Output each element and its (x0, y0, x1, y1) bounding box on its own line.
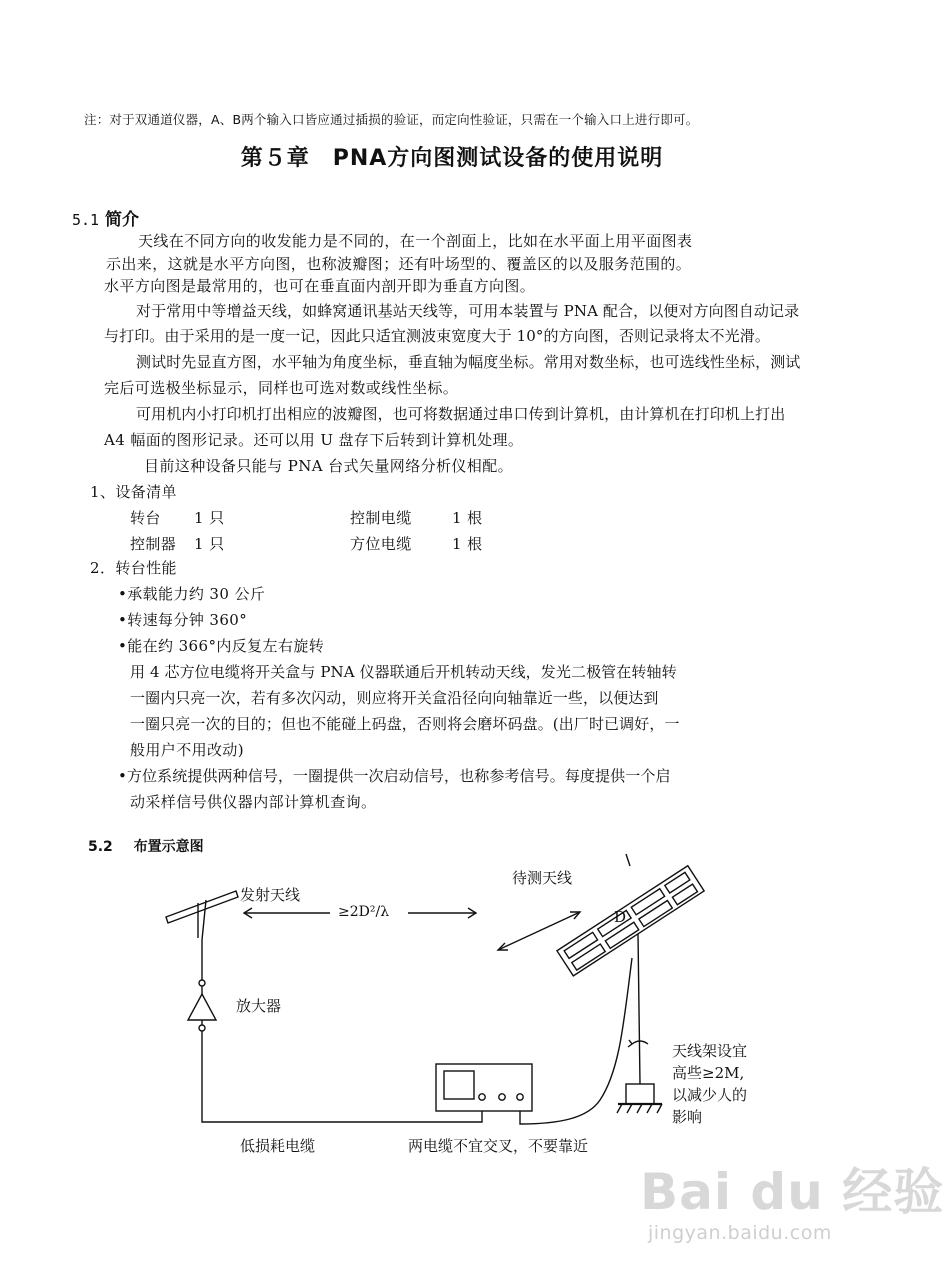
baidu-watermark-url: jingyan.baidu.com (648, 1222, 832, 1244)
intro-line-1: 天线在不同方向的收发能力是不同的，在一个剖面上，比如在水平面上用平面图表 (138, 232, 693, 250)
mount-note-line-3: 以减少人的 (672, 1086, 748, 1104)
amplifier-label: 放大器 (236, 997, 282, 1015)
equipment-item-1-name: 转台 (130, 509, 161, 527)
equipment-heading: 1、设备清单 (90, 483, 177, 501)
intro-line-8: 可用机内小打印机打出相应的波瓣图，也可将数据通过串口传到计算机，由计算机在打印机上打出 (136, 405, 786, 423)
intro-line-5: 与打印。由于采用的是一度一记，因此只适宜测波束宽度大于 10°的方向图，否则记录将太不光滑。 (104, 327, 770, 345)
section-title: 布置示意图 (133, 839, 204, 855)
performance-heading: 2．转台性能 (90, 559, 177, 577)
intro-line-4: 对于常用中等增益天线，如蜂窝通讯基站天线等，可用本装置与 PNA 配合，以便对方向图自动记录 (136, 302, 800, 320)
performance-line-5: 一圈内只亮一次，若有多次闪动，则应将开关盒沿径向向轴靠近一些，以便达到 (130, 689, 659, 707)
section-title: 简介 (105, 210, 140, 230)
chapter-title: 第５章 PNA方向图测试设备的使用说明 (240, 146, 664, 171)
performance-line-9: 动采样信号供仪器内部计算机查询。 (130, 793, 377, 811)
mount-note-line-2: 高些≥2M, (672, 1064, 745, 1082)
section-number: 5.1 (72, 211, 100, 229)
equipment-item-2-qty: 1 根 (452, 509, 483, 527)
cable-warning-label: 两电缆不宜交叉，不要靠近 (408, 1137, 589, 1155)
performance-line-8: •方位系统提供两种信号，一圈提供一次启动信号，也称参考信号。每度提供一个启 (118, 767, 671, 785)
transmit-antenna-icon (166, 891, 238, 986)
amplifier-icon (188, 986, 216, 1031)
receive-antenna-label: 待测天线 (512, 869, 573, 887)
performance-line-1: •承载能力约 30 公斤 (118, 585, 266, 603)
receive-antenna-icon (557, 854, 704, 976)
antenna-dimension-label: D (614, 908, 627, 926)
network-analyzer-icon (436, 1064, 532, 1111)
section-number: 5.2 (88, 839, 113, 855)
intro-line-6: 测试时先显直方图，水平轴为角度坐标，垂直轴为幅度坐标。常用对数坐标，也可选线性坐标，测试 (136, 353, 801, 371)
performance-line-3: •能在约 366°内反复左右旋转 (118, 637, 325, 655)
footnote: 注：对于双通道仪器，A、B两个输入口皆应通过插损的验证，而定向性验证，只需在一个输入口上进行即可。 (84, 112, 699, 127)
intro-line-3: 水平方向图是最常用的，也可在垂直面内剖开即为垂直方向图。 (104, 277, 536, 295)
mount-note-line-1: 天线架设宜 (672, 1042, 748, 1060)
low-loss-cable-label: 低损耗电缆 (240, 1137, 316, 1155)
intro-line-7: 完后可选极坐标显示，同样也可选对数或线性坐标。 (104, 379, 459, 397)
intro-line-2: 示出来，这就是水平方向图，也称波瓣图；还有叶场型的、覆盖区的以及服务范围的。 (106, 255, 692, 273)
transmit-antenna-label: 发射天线 (240, 886, 301, 904)
intro-line-9: A4 幅面的图形记录。还可以用 U 盘存下后转到计算机处理。 (104, 431, 524, 449)
equipment-item-4-name: 方位电缆 (350, 535, 412, 553)
performance-line-2: •转速每分钟 360° (118, 611, 248, 629)
equipment-item-2-name: 控制电缆 (350, 509, 412, 527)
performance-line-4: 用 4 芯方位电缆将开关盒与 PNA 仪器联通后开机转动天线，发光二极管在转轴转 (130, 663, 677, 681)
baidu-watermark-logo: Bai du 经验 (640, 1163, 944, 1221)
intro-line-10: 目前这种设备只能与 PNA 台式矢量网络分析仪相配。 (144, 457, 513, 475)
mount-note-line-4: 影响 (672, 1108, 703, 1126)
performance-line-6: 一圈只亮一次的目的；但也不能碰上码盘，否则将会磨坏码盘。(出厂时已调好，一 (130, 715, 680, 733)
azimuth-cable-line (520, 958, 632, 1124)
equipment-item-1-qty: 1 只 (194, 509, 225, 527)
equipment-item-3-name: 控制器 (130, 535, 177, 553)
equipment-item-3-qty: 1 只 (194, 535, 225, 553)
equipment-item-4-qty: 1 根 (452, 535, 483, 553)
performance-line-7: 般用户不用改动) (130, 741, 245, 759)
distance-label: ≥2D²/λ (338, 904, 390, 920)
